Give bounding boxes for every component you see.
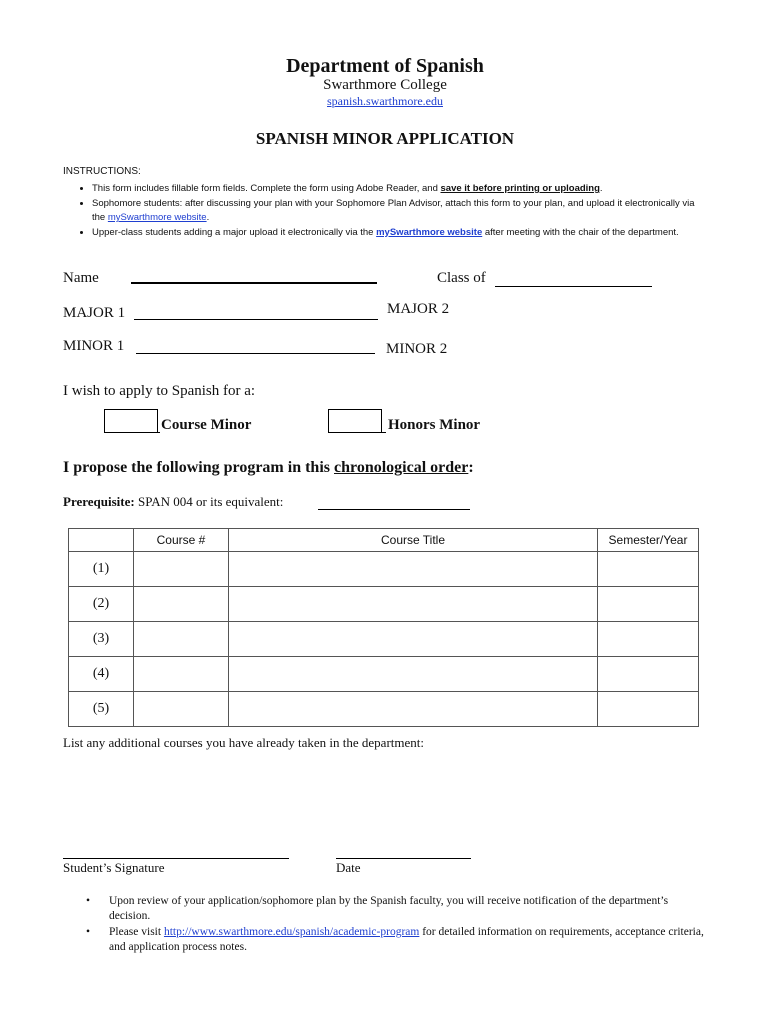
course-title-cell[interactable] [229,657,598,692]
major2-label: MAJOR 2 [387,301,450,317]
signature-field[interactable] [63,858,289,859]
major1-label: MAJOR 1 [63,305,126,321]
minor1-label: MINOR 1 [63,338,125,354]
honors-minor-checkbox[interactable] [328,409,382,433]
instructions-list [78,182,698,240]
academic-program-link[interactable]: http://www.swarthmore.edu/spanish/academic-program [163,926,420,938]
date-field[interactable] [336,858,471,859]
name-field[interactable] [131,282,377,284]
course-number-cell[interactable] [134,692,229,727]
department-link[interactable]: spanish.swarthmore.edu [327,94,443,108]
program-heading: I propose the following program in this chronological order: [63,459,474,476]
course-title-cell[interactable] [229,622,598,657]
bullet-dot: • [86,926,91,938]
table-row [69,657,699,692]
col-header-blank [69,529,134,552]
course-number-cell[interactable] [134,552,229,587]
course-minor-underline [108,432,160,433]
row-number: (3) [69,622,134,657]
additional-courses-label: List any additional courses you have already taken in the department: [63,735,424,750]
col-header-semester-year: Semester/Year [598,529,699,552]
course-number-cell[interactable] [134,657,229,692]
class-of-field[interactable] [495,286,652,287]
row-number: (5) [69,692,134,727]
instruction-item: • This form includes fillable form fields. Complete the form using Adobe Reader, and save it before printing or uploading. [92,182,698,197]
course-title-cell[interactable] [229,587,598,622]
minor2-label: MINOR 2 [386,341,448,357]
semester-year-cell[interactable] [598,552,699,587]
course-title-cell[interactable] [229,692,598,727]
myswarthmore-link[interactable]: mySwarthmore website [107,212,207,223]
row-number: (2) [69,587,134,622]
class-of-label: Class of [437,270,486,286]
note-visit: Please visit http://www.swarthmore.edu/spanish/academic-program for detailed information on requirements, acceptance criteria, and application process notes. [109,926,704,953]
table-row [69,552,699,587]
honors-minor-label: Honors Minor [388,417,481,433]
course-number-cell[interactable] [134,622,229,657]
signature-label: Student’s Signature [63,860,165,875]
col-header-course-title: Course Title [229,529,598,552]
table-row [69,622,699,657]
course-title-cell[interactable] [229,552,598,587]
prerequisite-line: Prerequisite: SPAN 004 or its equivalent: [63,494,284,509]
row-number: (4) [69,657,134,692]
name-label: Name [63,270,99,286]
course-minor-label: Course Minor [161,417,252,433]
table-row [69,692,699,727]
row-number: (1) [69,552,134,587]
col-header-course-number: Course # [134,529,229,552]
college-name: Swarthmore College [323,77,447,93]
bullet-dot: • [86,895,91,907]
semester-year-cell[interactable] [598,587,699,622]
course-number-cell[interactable] [134,587,229,622]
note-review: Upon review of your application/sophomore plan by the Spanish faculty, you will receive notification of the department’s decision. [109,895,669,922]
honors-minor-underline [334,432,386,433]
semester-year-cell[interactable] [598,692,699,727]
semester-year-cell[interactable] [598,622,699,657]
instruction-item: • Upper-class students adding a major upload it electronically via the mySwarthmore website after meeting with the chair of the department. [92,226,698,241]
course-minor-checkbox[interactable] [104,409,158,433]
instruction-item: • Sophomore students: after discussing your plan with your Sophomore Plan Advisor, attach this form to your plan, and upload it electronically via the mySwarthmore website. [92,197,698,226]
instructions-heading: INSTRUCTIONS: [63,166,141,177]
apply-prompt: I wish to apply to Spanish for a: [63,383,256,399]
prerequisite-field[interactable] [318,509,470,510]
semester-year-cell[interactable] [598,657,699,692]
major1-field[interactable] [134,319,378,320]
table-header-row [69,529,699,552]
form-title: SPANISH MINOR APPLICATION [255,129,515,148]
department-title: Department of Spanish [286,55,484,77]
myswarthmore-link-bold[interactable]: mySwarthmore website [376,226,483,238]
date-label: Date [336,860,361,875]
table-row [69,587,699,622]
program-table [68,528,699,727]
minor1-field[interactable] [136,353,375,354]
